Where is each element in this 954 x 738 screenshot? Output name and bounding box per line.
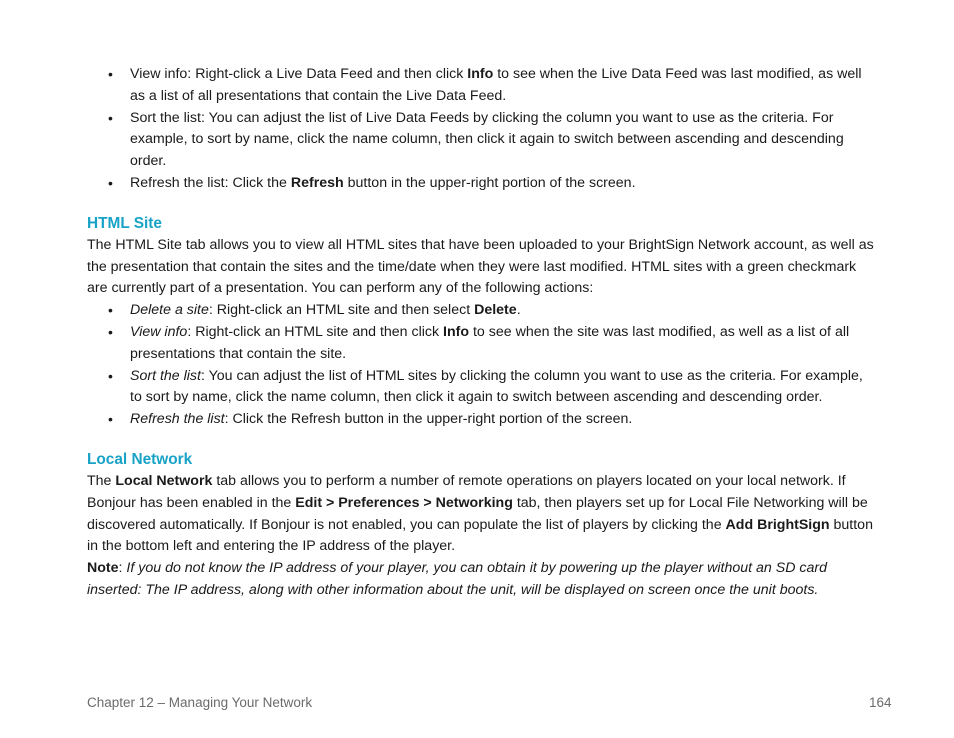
html-site-actions-list [87, 300, 877, 431]
live-data-feed-actions-list [87, 64, 877, 195]
document-page [87, 64, 877, 602]
list-item: • Refresh the list: Click the Refresh button in the upper-right portion of the screen. [87, 409, 877, 431]
html-site-intro: The HTML Site tab allows you to view all HTML sites that have been uploaded to your BrightSign Network account, as well as the presentation that contain the sites and the time/date when they were last modified. HTML sites with a green checkmark are currently part of a presentation. You can perform any of the following actions: [87, 236, 874, 297]
list-item: • Sort the list: You can adjust the list of Live Data Feeds by clicking the column you want to use as the criteria. For example, to sort by name, click the name column, then click it again to switch between ascending and descending order. [87, 108, 877, 173]
footer-page-number: 164 [869, 695, 892, 710]
note-label: Note [87, 560, 119, 577]
section-heading-html-site: HTML Site [87, 214, 162, 232]
list-item: • Sort the list: You can adjust the list of HTML sites by clicking the column you want to use as the criteria. For example, to sort by name, click the name column, then click it again to switch between ascending and descending order. [87, 366, 877, 410]
list-item: • View info: Right-click a Live Data Feed and then click Info to see when the Live Data Feed was last modified, as well as a list of all presentations that contain the Live Data Feed. [87, 64, 877, 108]
footer-chapter-title: Chapter 12 – Managing Your Network [87, 695, 313, 710]
note-paragraph: Note: If you do not know the IP address of your player, you can obtain it by powering up the player without an SD card inserted: The IP address, along with other information about the unit, will be displayed on screen once the unit boots. [87, 560, 828, 598]
note-text: If you do not know the IP address of your player, you can obtain it by powering up the player without an SD card inserted: The IP address, along with other information about the unit, will be displayed on screen once the unit boots. [87, 560, 828, 598]
list-item: • Refresh the list: Click the Refresh button in the upper-right portion of the screen. [87, 173, 877, 195]
list-item: • Delete a site: Right-click an HTML site and then select Delete. [87, 300, 877, 322]
local-network-paragraph: The Local Network tab allows you to perform a number of remote operations on players located on your local network. If Bonjour has been enabled in the Edit > Preferences > Networking tab, then players set up for Local File Networking will be discovered automatically. If Bonjour is not enabled, you can populate the list of players by clicking the Add BrightSign button in the bottom left and entering the IP address of the player. [87, 472, 873, 555]
section-heading-local-network: Local Network [87, 450, 193, 468]
list-item: • View info: Right-click an HTML site and then click Info to see when the site was last modified, as well as a list of all presentations that contain the site. [87, 322, 877, 366]
